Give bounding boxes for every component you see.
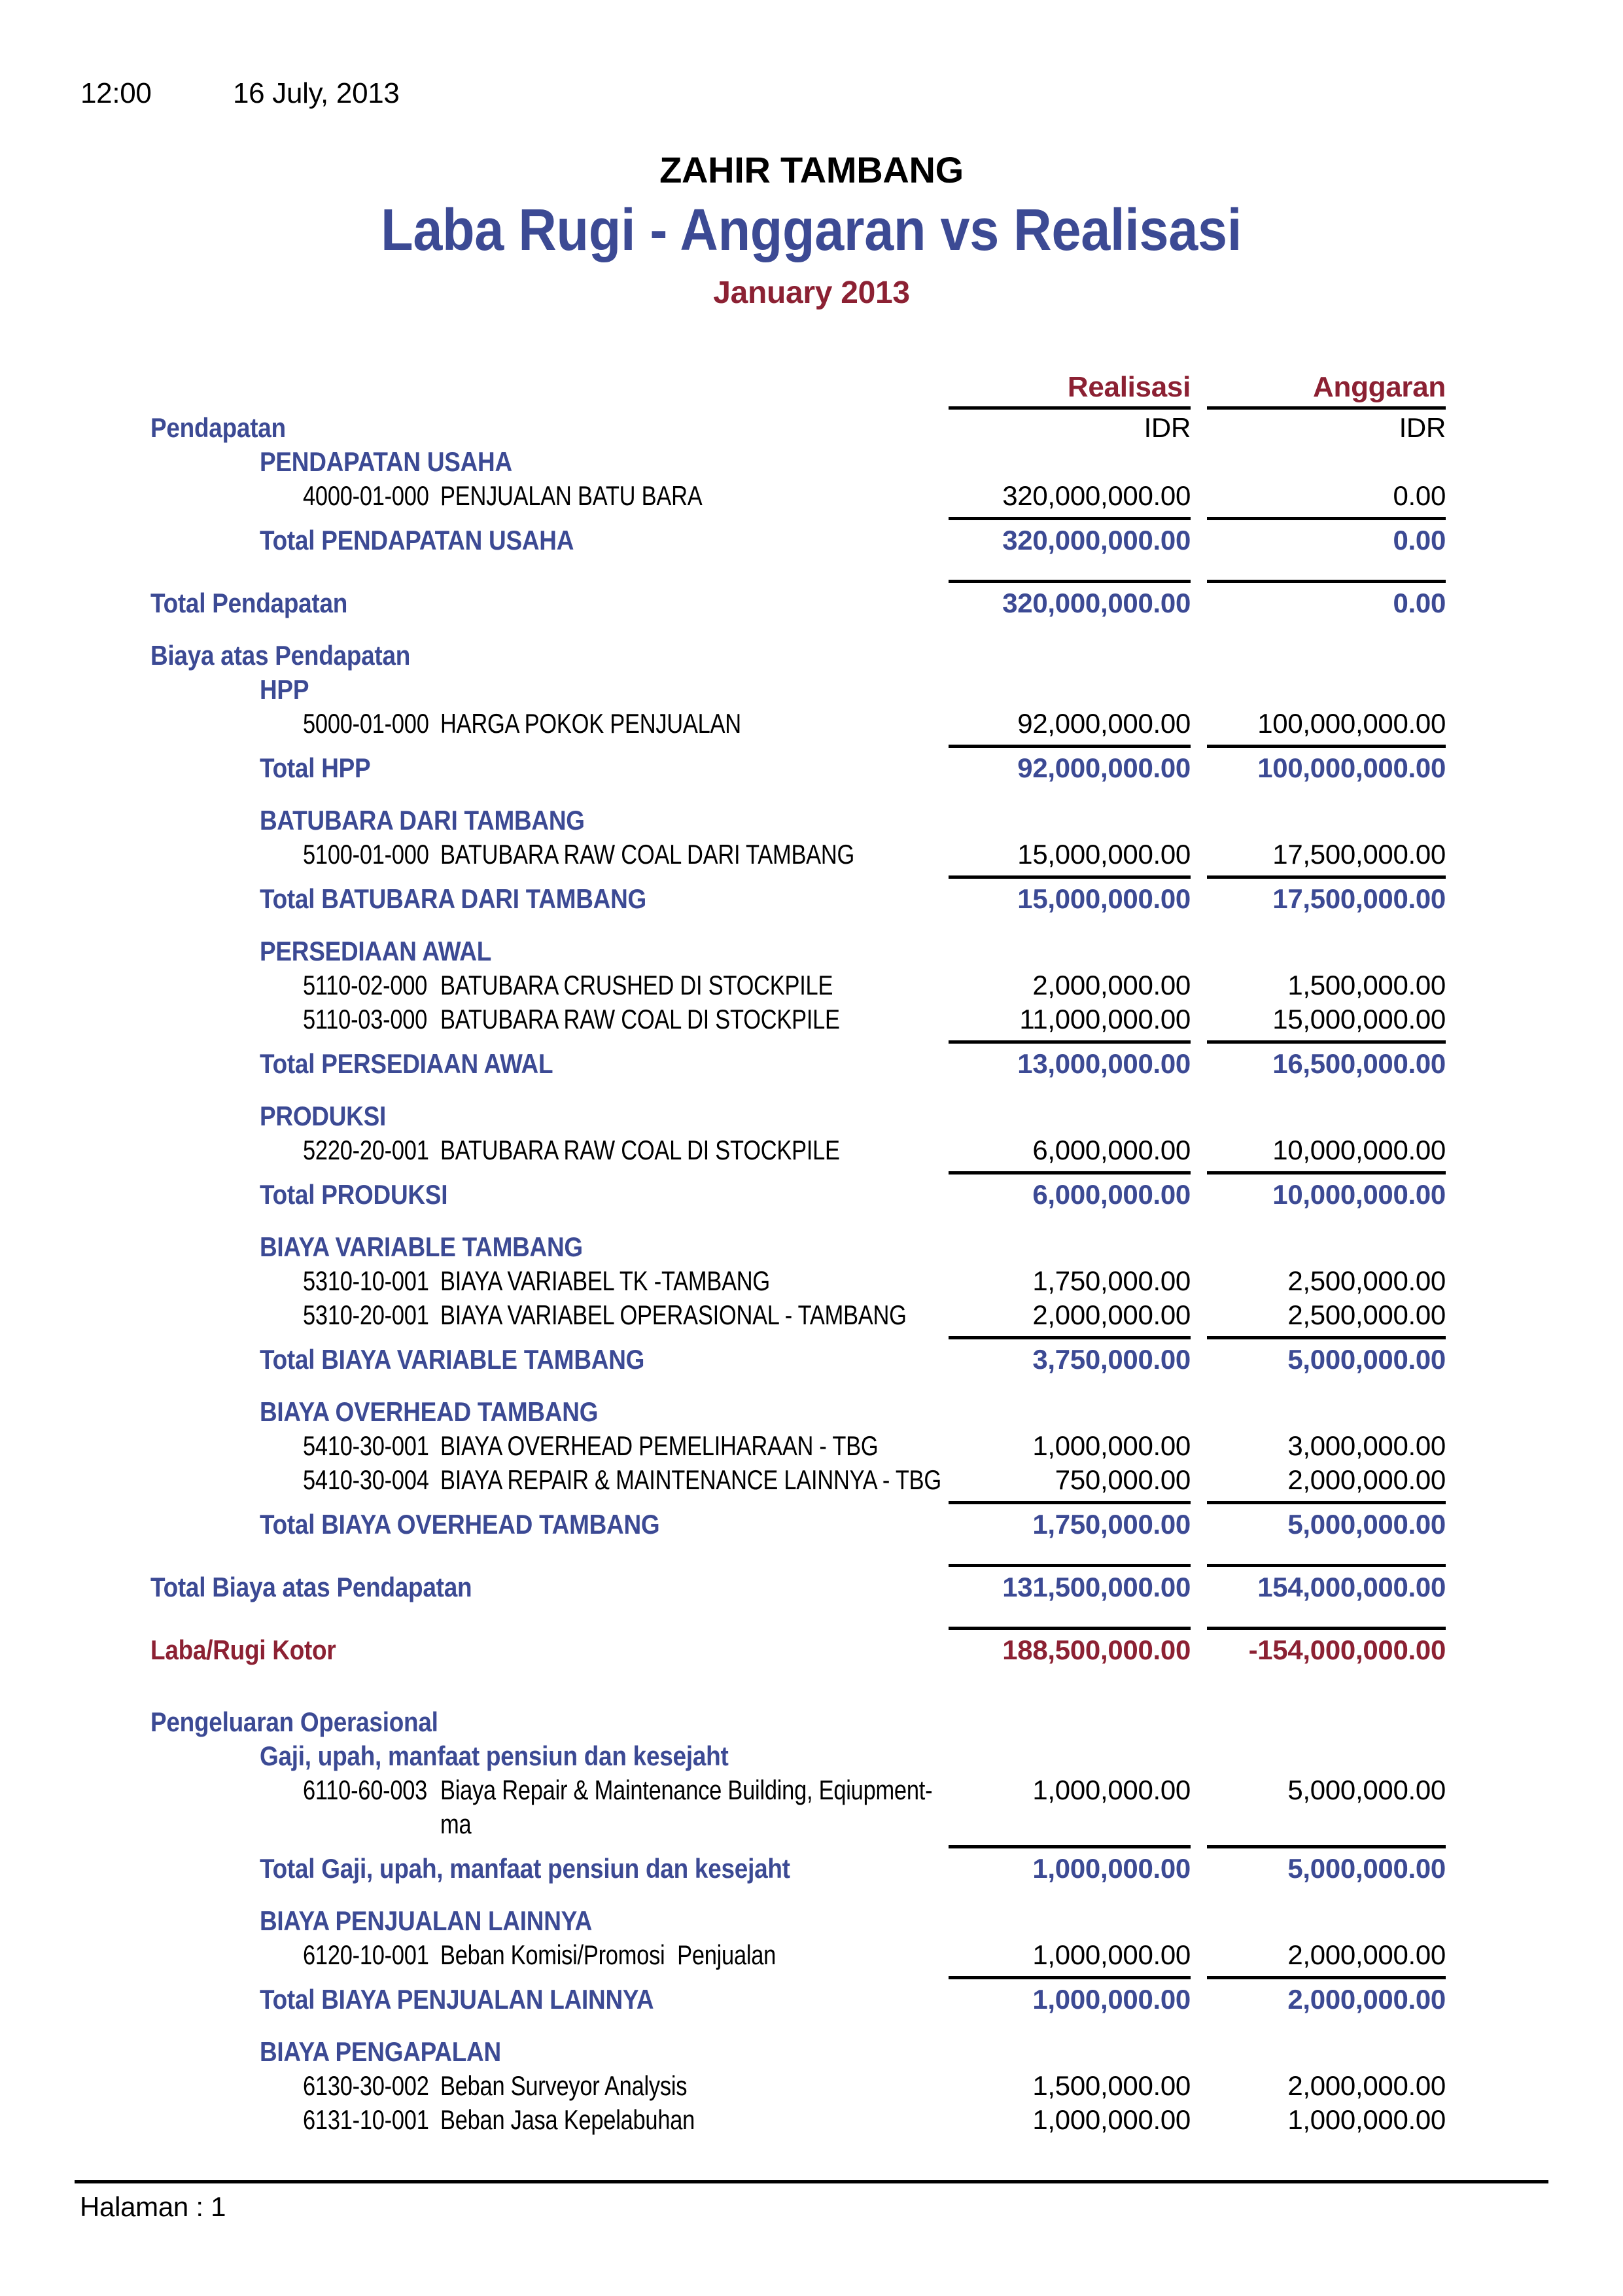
page-header [80,77,400,110]
account-description: BIAYA VARIABEL OPERASIONAL - TAMBANG [440,1299,907,1330]
realisasi-header-rule [949,404,1191,410]
anggaran-value: 5,000,000.00 [1287,1775,1446,1805]
account-label [0,1133,949,1167]
account-description: Biaya Repair & Maintenance Building, Eqiupment- ma [440,1775,933,1839]
realisasi-value: 1,750,000.00 [1032,1265,1191,1296]
total-row [0,1508,1623,1542]
account-code: 6110-60-003 [303,1775,428,1805]
detail-row [0,1938,1623,1972]
total-label [0,523,949,557]
section-label [0,1705,1446,1739]
realisasi-total-rule [949,576,1191,583]
account-code: 4000-01-000 [303,480,429,511]
account-code: 5000-01-000 [303,708,429,739]
company-name: ZAHIR TAMBANG [659,149,964,190]
section-row [0,2035,1623,2069]
realisasi-value: 1,000,000.00 [1032,2104,1191,2135]
detail-row [0,1773,1623,1841]
section-label-text: HPP [260,674,309,705]
anggaran-total-rule [1207,1560,1446,1567]
anggaran-total-value: 10,000,000.00 [1272,1179,1446,1210]
anggaran-total-rule [1207,513,1446,520]
section-row [0,1395,1623,1429]
realisasi-value: 6,000,000.00 [1032,1135,1191,1165]
total-row [0,1633,1623,1667]
realisasi-total-value: 1,000,000.00 [1032,1984,1191,2015]
total-label [0,1852,949,1886]
total-label-text: Total BIAYA OVERHEAD TAMBANG [260,1509,660,1540]
total-label-text: Laba/Rugi Kotor [150,1634,336,1665]
account-label [0,838,949,872]
anggaran-total-value: 0.00 [1393,588,1446,618]
realisasi-total-value: 1,750,000.00 [1032,1509,1191,1540]
total-row [0,1983,1623,2017]
total-label-text: Total Gaji, upah, manfaat pensiun dan kesejaht [260,1853,790,1884]
print-time: 12:00 [80,77,152,109]
anggaran-total-value: 2,000,000.00 [1287,1984,1446,2015]
page-number: Halaman : 1 [80,2191,226,2222]
section-row [0,804,1623,838]
total-rule-row [0,1560,1623,1570]
realisasi-total-value: 13,000,000.00 [1017,1048,1191,1079]
total-rule-row [0,1036,1623,1047]
anggaran-total-rule [1207,1036,1446,1044]
total-label-text: Total PENDAPATAN USAHA [260,525,574,556]
realisasi-value: 92,000,000.00 [1017,708,1191,739]
account-code: 5110-03-000 [303,1004,428,1034]
realisasi-value: 1,000,000.00 [1032,1775,1191,1805]
total-row [0,751,1623,785]
total-label [0,1570,949,1604]
total-row [0,586,1623,620]
total-label [0,1343,949,1377]
section-row [0,411,1623,445]
total-rule-row [0,1332,1623,1343]
section-label-text: BATUBARA DARI TAMBANG [260,805,585,836]
account-label [0,1429,949,1463]
section-label-text: Pengeluaran Operasional [150,1706,438,1737]
account-label [0,2069,949,2103]
section-row [0,1904,1623,1938]
account-description: PENJUALAN BATU BARA [440,480,703,511]
anggaran-total-rule [1207,576,1446,583]
total-row [0,882,1623,916]
account-description: Beban Jasa Kepelabuhan [440,2104,695,2135]
realisasi-total-value: 188,500,000.00 [1002,1634,1191,1665]
detail-row [0,2069,1623,2103]
detail-row [0,2103,1623,2137]
anggaran-value: 3,000,000.00 [1287,1430,1446,1461]
total-label [0,1178,949,1212]
realisasi-total-value: 1,000,000.00 [1032,1853,1191,1884]
account-code: 5310-20-001 [303,1299,429,1330]
section-label [0,1099,1446,1133]
report-rows [0,411,1623,2137]
detail-row [0,1133,1623,1167]
section-label [0,1739,1446,1773]
detail-row [0,707,1623,741]
realisasi-currency-label: IDR [1143,412,1191,443]
account-label [0,1264,949,1298]
detail-row [0,1264,1623,1298]
realisasi-value: 1,000,000.00 [1032,1430,1191,1461]
realisasi-total-rule [949,1560,1191,1567]
realisasi-total-rule [949,1841,1191,1848]
anggaran-total-rule [1207,741,1446,748]
section-label [0,2035,1446,2069]
total-label [0,1983,949,2017]
anggaran-total-rule [1207,1167,1446,1174]
section-row [0,639,1623,673]
realisasi-total-rule [949,1036,1191,1044]
account-description: BIAYA VARIABEL TK -TAMBANG [440,1265,770,1296]
section-row [0,1705,1623,1739]
realisasi-value: 320,000,000.00 [1002,480,1191,511]
anggaran-value: 15,000,000.00 [1272,1004,1446,1034]
account-description: Beban Komisi/Promosi Penjualan [440,1939,777,1970]
account-code: 5410-30-001 [303,1430,429,1461]
section-label-text: BIAYA PENGAPALAN [260,2036,501,2067]
total-rule-row [0,1167,1623,1178]
account-label [0,1938,949,1972]
anggaran-currency-label: IDR [1399,412,1446,443]
section-label [0,445,1446,479]
anggaran-header-rule [1207,404,1446,410]
anggaran-total-rule [1207,1332,1446,1339]
account-label [0,479,949,513]
detail-row [0,1463,1623,1497]
realisasi-total-rule [949,1623,1191,1630]
total-rule-row [0,741,1623,751]
account-code: 6131-10-001 [303,2104,429,2135]
account-description: Beban Surveyor Analysis [440,2070,688,2101]
realisasi-total-value: 92,000,000.00 [1017,752,1191,783]
total-row [0,1178,1623,1212]
realisasi-total-rule [949,1497,1191,1504]
section-label-text: Pendapatan [150,412,286,443]
account-code: 5110-02-000 [303,970,428,1000]
realisasi-total-value: 320,000,000.00 [1002,525,1191,556]
anggaran-value: 2,000,000.00 [1287,1464,1446,1495]
account-description: BATUBARA RAW COAL DI STOCKPILE [440,1135,840,1165]
anggaran-total-value: 16,500,000.00 [1272,1048,1446,1079]
anggaran-total-value: 100,000,000.00 [1257,752,1446,783]
total-rule-row [0,1623,1623,1633]
report-title-text: Laba Rugi - Anggaran vs Realisasi [381,198,1242,263]
section-row [0,673,1623,707]
realisasi-value: 1,500,000.00 [1032,2070,1191,2101]
total-label-text: Total HPP [260,752,371,783]
realisasi-total-rule [949,1167,1191,1174]
total-rule-row [0,576,1623,586]
total-label-text: Total BIAYA VARIABLE TAMBANG [260,1344,645,1375]
anggaran-total-value: 154,000,000.00 [1257,1572,1446,1602]
section-label-text: PENDAPATAN USAHA [260,446,512,477]
anggaran-value: 17,500,000.00 [1272,839,1446,870]
account-label [0,1298,949,1332]
account-label [0,1773,949,1841]
total-row [0,1570,1623,1604]
detail-row [0,1002,1623,1036]
account-description: BIAYA OVERHEAD PEMELIHARAAN - TBG [440,1430,879,1461]
section-label-text: PRODUKSI [260,1101,386,1131]
total-label [0,1047,949,1081]
realisasi-total-rule [949,1972,1191,1979]
section-label [0,411,1446,445]
realisasi-value: 1,000,000.00 [1032,1939,1191,1970]
total-label-text: Total Pendapatan [150,588,348,618]
title-block [0,0,1623,314]
section-label [0,673,1446,707]
section-label-text: PERSEDIAAN AWAL [260,936,492,966]
anggaran-total-value: 5,000,000.00 [1287,1509,1446,1540]
anggaran-total-rule [1207,1497,1446,1504]
anggaran-total-value: -154,000,000.00 [1248,1634,1446,1665]
realisasi-value: 2,000,000.00 [1032,1299,1191,1330]
total-label-text: Total PERSEDIAAN AWAL [260,1048,553,1079]
total-label [0,1633,949,1667]
total-label-text: Total Biaya atas Pendapatan [150,1572,472,1602]
account-description: BIAYA REPAIR & MAINTENANCE LAINNYA - TBG [440,1464,941,1495]
report-table [0,370,1623,2137]
realisasi-total-value: 3,750,000.00 [1032,1344,1191,1375]
realisasi-value: 11,000,000.00 [1019,1004,1191,1034]
account-label [0,968,949,1002]
detail-row [0,1298,1623,1332]
anggaran-total-rule [1207,1841,1446,1848]
account-description: BATUBARA RAW COAL DARI TAMBANG [440,839,855,870]
detail-row [0,1429,1623,1463]
anggaran-value: 2,500,000.00 [1287,1299,1446,1330]
detail-row [0,479,1623,513]
section-label [0,1904,1446,1938]
total-row [0,1047,1623,1081]
anggaran-total-value: 0.00 [1393,525,1446,556]
detail-row [0,968,1623,1002]
total-row [0,1343,1623,1377]
total-label [0,586,949,620]
total-rule-row [0,872,1623,882]
section-label [0,934,1446,968]
total-label [0,751,949,785]
total-rule-row [0,1972,1623,1983]
anggaran-value: 0.00 [1393,480,1446,511]
anggaran-total-value: 5,000,000.00 [1287,1853,1446,1884]
anggaran-value: 2,000,000.00 [1287,1939,1446,1970]
anggaran-value: 100,000,000.00 [1257,708,1446,739]
total-label [0,1508,949,1542]
anggaran-total-value: 17,500,000.00 [1272,883,1446,914]
section-label [0,804,1446,838]
realisasi-total-rule [949,872,1191,879]
realisasi-total-value: 6,000,000.00 [1032,1179,1191,1210]
anggaran-total-rule [1207,1972,1446,1979]
account-description: BATUBARA RAW COAL DI STOCKPILE [440,1004,840,1034]
realisasi-total-value: 131,500,000.00 [1002,1572,1191,1602]
total-label-text: Total BIAYA PENJUALAN LAINNYA [260,1984,654,2015]
section-row [0,1099,1623,1133]
realisasi-total-value: 15,000,000.00 [1017,883,1191,914]
section-label-text: Gaji, upah, manfaat pensiun dan kesejaht [260,1740,729,1771]
total-rule-row [0,1497,1623,1508]
report-period: January 2013 [713,275,910,310]
account-label [0,1463,949,1497]
section-label [0,1230,1446,1264]
account-code: 5220-20-001 [303,1135,429,1165]
report-title [0,195,1623,266]
account-code: 6120-10-001 [303,1939,429,1970]
realisasi-total-rule [949,741,1191,748]
section-label-text: BIAYA VARIABLE TAMBANG [260,1231,583,1262]
account-code: 6130-30-002 [303,2070,429,2101]
section-row [0,445,1623,479]
column-header-row [0,370,1623,404]
account-label [0,1002,949,1036]
total-label-text: Total PRODUKSI [260,1179,448,1210]
total-row [0,1852,1623,1886]
realisasi-value: 15,000,000.00 [1017,839,1191,870]
account-code: 5310-10-001 [303,1265,429,1296]
anggaran-column-header: Anggaran [1313,371,1446,403]
section-label-text: BIAYA PENJUALAN LAINNYA [260,1905,593,1936]
realisasi-total-rule [949,513,1191,520]
realisasi-total-value: 320,000,000.00 [1002,588,1191,618]
anggaran-value: 2,500,000.00 [1287,1265,1446,1296]
section-row [0,934,1623,968]
anggaran-total-rule [1207,872,1446,879]
account-code: 5100-01-000 [303,839,429,870]
realisasi-value: 750,000.00 [1055,1464,1191,1495]
anggaran-total-rule [1207,1623,1446,1630]
anggaran-value: 10,000,000.00 [1272,1135,1446,1165]
detail-row [0,838,1623,872]
section-row [0,1739,1623,1773]
section-label [0,1395,1446,1429]
account-code: 5410-30-004 [303,1464,429,1495]
anggaran-value: 1,500,000.00 [1287,970,1446,1000]
total-rule-row [0,513,1623,523]
print-date: 16 July, 2013 [233,77,400,109]
total-label [0,882,949,916]
realisasi-column-header: Realisasi [1067,371,1191,403]
total-rule-row [0,1841,1623,1852]
anggaran-value: 1,000,000.00 [1287,2104,1446,2135]
section-label [0,639,1446,673]
anggaran-total-value: 5,000,000.00 [1287,1344,1446,1375]
section-label-text: BIAYA OVERHEAD TAMBANG [260,1396,599,1427]
total-label-text: Total BATUBARA DARI TAMBANG [260,883,647,914]
account-label [0,707,949,741]
realisasi-total-rule [949,1332,1191,1339]
footer-divider [75,2180,1548,2223]
account-label [0,2103,949,2137]
account-description: HARGA POKOK PENJUALAN [440,708,741,739]
account-description: BATUBARA CRUSHED DI STOCKPILE [440,970,833,1000]
section-label-text: Biaya atas Pendapatan [150,640,411,671]
anggaran-value: 2,000,000.00 [1287,2070,1446,2101]
section-row [0,1230,1623,1264]
column-header-rule-row [0,404,1623,411]
realisasi-value: 2,000,000.00 [1032,970,1191,1000]
total-row [0,523,1623,557]
